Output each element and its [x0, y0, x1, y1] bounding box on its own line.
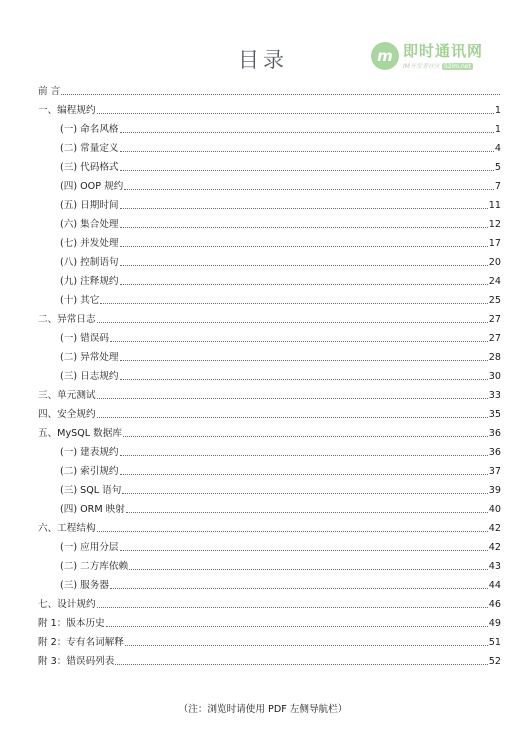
toc-dot-leader [129, 569, 488, 570]
toc-entry-label: 附 1：版本历史 [38, 618, 105, 629]
toc-entry-label: (四) OOP 规约 [60, 181, 124, 192]
toc-entry-label: (四) ORM 映射 [60, 504, 125, 515]
toc-dot-leader [120, 170, 494, 171]
toc-dot-leader [110, 341, 488, 342]
toc-entry-page: 1 [494, 105, 501, 116]
toc-entry[interactable] [38, 212, 501, 231]
toc-dot-leader [120, 284, 488, 285]
toc-entry-label: 二、异常日志 [38, 314, 96, 325]
toc-entry-page: 1 [494, 124, 501, 135]
toc-dot-leader [126, 512, 488, 513]
table-of-contents [38, 79, 501, 668]
toc-entry-page: 51 [488, 637, 501, 648]
toc-entry-page: 35 [488, 409, 501, 420]
toc-entry-page: 46 [488, 599, 501, 610]
toc-entry[interactable] [38, 155, 501, 174]
toc-entry[interactable] [38, 611, 501, 630]
logo-mark-icon: m [371, 42, 399, 70]
toc-entry-label: (三) 日志规约 [60, 371, 119, 382]
toc-entry[interactable] [38, 649, 501, 668]
toc-entry-page: 12 [488, 219, 501, 230]
toc-entry[interactable] [38, 326, 501, 345]
toc-entry-page: 36 [488, 428, 501, 439]
toc-entry[interactable] [38, 307, 501, 326]
toc-entry[interactable] [38, 364, 501, 383]
toc-entry-page: 4 [494, 143, 501, 154]
toc-entry[interactable] [38, 288, 501, 307]
toc-dot-leader [97, 531, 488, 532]
toc-entry-page: 49 [488, 618, 501, 629]
toc-dot-leader [120, 208, 488, 209]
toc-entry[interactable] [38, 402, 501, 421]
toc-entry-page: 24 [488, 276, 501, 287]
toc-dot-leader [97, 417, 488, 418]
toc-dot-leader [120, 132, 494, 133]
toc-entry-label: (一) 命名风格 [60, 124, 119, 135]
toc-entry-page: 11 [488, 200, 501, 211]
toc-dot-leader [106, 626, 488, 627]
toc-entry-label: (十) 其它 [60, 295, 100, 306]
toc-entry-label: (一) 错误码 [60, 333, 109, 344]
toc-entry[interactable] [38, 459, 501, 478]
footer-note: （注：浏览时请使用 PDF 左侧导航栏） [178, 704, 348, 715]
toc-entry-label: 七、设计规约 [38, 599, 96, 610]
toc-entry[interactable] [38, 269, 501, 288]
toc-entry-page: 27 [488, 333, 501, 344]
toc-dot-leader [115, 664, 487, 665]
toc-entry-page: 42 [488, 523, 501, 534]
site-logo [367, 40, 507, 76]
page-title: 目录 [238, 48, 288, 72]
logo-slogan-text: IM开发者社区 [403, 63, 440, 70]
toc-entry[interactable] [38, 345, 501, 364]
toc-dot-leader [120, 246, 488, 247]
toc-entry[interactable] [38, 193, 501, 212]
toc-entry[interactable] [38, 497, 501, 516]
toc-entry[interactable] [38, 98, 501, 117]
toc-entry-label: (二) 常量定义 [60, 143, 119, 154]
toc-entry-label: 三、单元测试 [38, 390, 96, 401]
toc-dot-leader [100, 303, 487, 304]
toc-entry-page: 39 [488, 485, 501, 496]
toc-entry-label: 附 2：专有名词解释 [38, 637, 124, 648]
toc-entry[interactable] [38, 174, 501, 193]
toc-dot-leader [120, 474, 488, 475]
toc-entry-label: (一) 建表规约 [60, 447, 119, 458]
toc-entry[interactable] [38, 516, 501, 535]
toc-entry[interactable] [38, 592, 501, 611]
logo-name: 即时通讯网 [403, 42, 484, 60]
toc-entry-page: 30 [488, 371, 501, 382]
toc-entry-label: (五) 日期时间 [60, 200, 119, 211]
toc-entry[interactable] [38, 250, 501, 269]
toc-entry[interactable] [38, 440, 501, 459]
toc-dot-leader [122, 493, 487, 494]
toc-entry-label: 前 言 [38, 86, 61, 97]
toc-entry-label: (三) SQL 语句 [60, 485, 122, 496]
toc-dot-leader [97, 398, 488, 399]
toc-entry-page: 7 [494, 181, 501, 192]
toc-entry[interactable] [38, 136, 501, 155]
toc-entry-page: 17 [488, 238, 501, 249]
toc-dot-leader [120, 265, 488, 266]
toc-entry-label: (七) 并发处理 [60, 238, 119, 249]
toc-entry[interactable] [38, 535, 501, 554]
toc-entry-page: 37 [488, 466, 501, 477]
toc-dot-leader [120, 455, 488, 456]
toc-entry-page: 20 [488, 257, 501, 268]
toc-entry-label: (二) 索引规约 [60, 466, 119, 477]
toc-dot-leader [120, 151, 494, 152]
toc-entry[interactable] [38, 79, 501, 98]
toc-entry-page: 43 [488, 561, 501, 572]
toc-dot-leader [120, 360, 488, 361]
toc-entry-label: (一) 应用分层 [60, 542, 119, 553]
toc-entry-page: 27 [488, 314, 501, 325]
toc-entry[interactable] [38, 117, 501, 136]
toc-entry[interactable] [38, 573, 501, 592]
toc-dot-leader [97, 322, 488, 323]
toc-dot-leader [97, 607, 488, 608]
toc-entry-page: 52 [488, 656, 501, 667]
toc-entry-label: (二) 异常处理 [60, 352, 119, 363]
toc-entry-label: (九) 注释规约 [60, 276, 119, 287]
toc-entry-label: 五、MySQL 数据库 [38, 428, 122, 439]
toc-entry-page: 44 [488, 580, 501, 591]
toc-entry-label: 四、安全规约 [38, 409, 96, 420]
toc-entry[interactable] [38, 231, 501, 250]
logo-slogan [403, 61, 473, 70]
toc-entry-label: (八) 控制语句 [60, 257, 119, 268]
toc-entry-page: 42 [488, 542, 501, 553]
toc-entry-label: 一、编程规约 [38, 105, 96, 116]
toc-dot-leader [124, 189, 494, 190]
toc-entry-label: (六) 集合处理 [60, 219, 119, 230]
toc-dot-leader [120, 550, 488, 551]
toc-entry-page: 28 [488, 352, 501, 363]
toc-dot-leader [120, 379, 488, 380]
toc-entry-label: 六、工程结构 [38, 523, 96, 534]
toc-entry-page: 25 [488, 295, 501, 306]
toc-dot-leader [125, 645, 488, 646]
toc-entry-page: 5 [494, 162, 501, 173]
toc-entry[interactable] [38, 478, 501, 497]
toc-entry-label: (三) 代码格式 [60, 162, 119, 173]
toc-entry-label: 附 3：错误码列表 [38, 656, 115, 667]
toc-dot-leader [97, 113, 494, 114]
toc-dot-leader [120, 227, 488, 228]
toc-entry-page: 36 [488, 447, 501, 458]
toc-entry-label: (二) 二方库依赖 [60, 561, 129, 572]
toc-dot-leader [110, 588, 488, 589]
toc-dot-leader [123, 436, 488, 437]
toc-entry[interactable] [38, 383, 501, 402]
toc-dot-leader [61, 94, 500, 95]
toc-entry-page: 33 [488, 390, 501, 401]
logo-domain: 52im.net [443, 63, 471, 70]
toc-entry[interactable] [38, 554, 501, 573]
toc-entry[interactable] [38, 630, 501, 649]
toc-entry-label: (三) 服务器 [60, 580, 109, 591]
toc-entry[interactable] [38, 421, 501, 440]
toc-entry-page: 40 [488, 504, 501, 515]
